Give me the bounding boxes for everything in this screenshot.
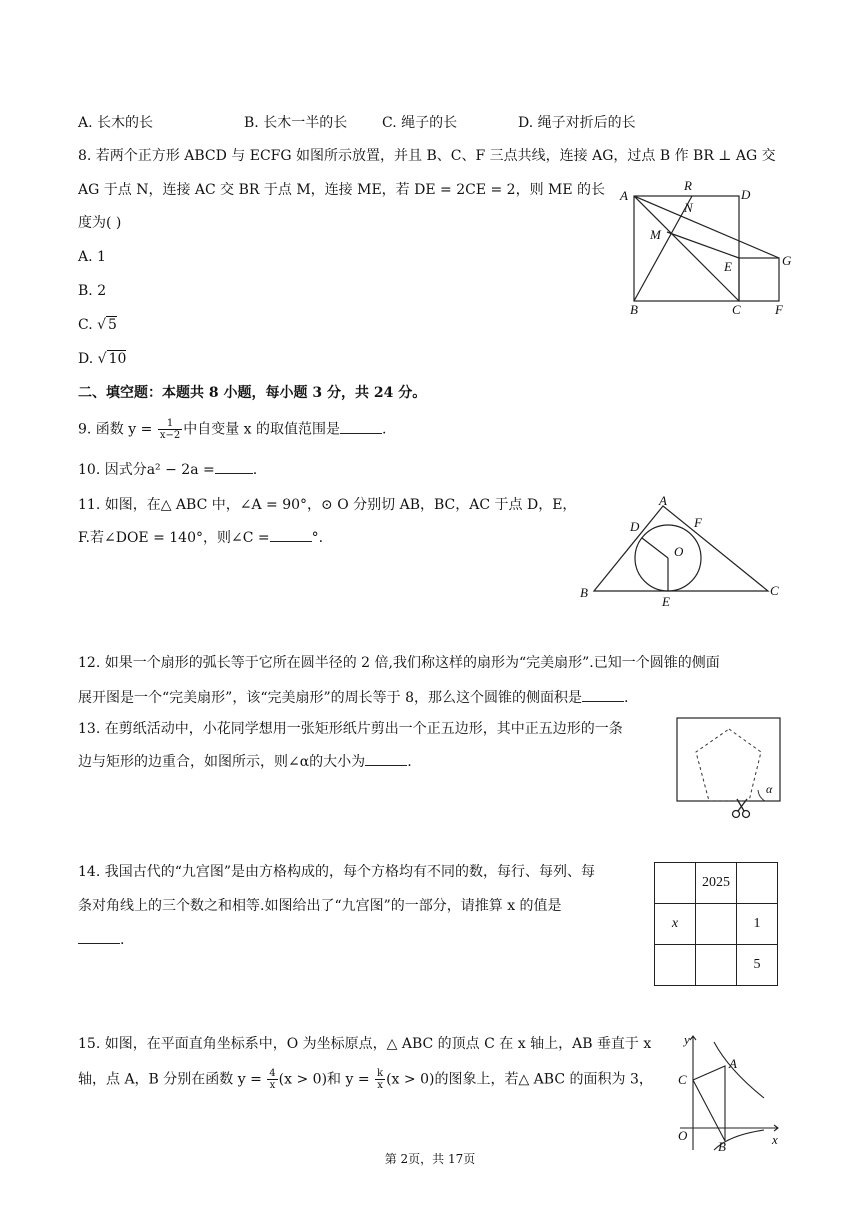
page-footer: 第 2页，共 17页: [384, 1152, 476, 1166]
label-e: E: [724, 259, 732, 274]
q8-option-c: C. √ 5: [78, 317, 117, 333]
q11-figure: [576, 494, 790, 606]
label-f: F: [694, 515, 702, 530]
label-d: D: [741, 187, 751, 202]
label-g: G: [782, 253, 792, 268]
label-d: D: [630, 519, 640, 534]
q8-stem-line1: 8. 若两个正方形 ABCD 与 ECFG 如图所示放置，并且 B、C、F 三点共线，连接 AG，过点 B 作 BR ⊥ AG 交: [78, 148, 776, 164]
label-o: O: [674, 544, 684, 559]
angle-alpha-arc: [758, 790, 765, 801]
label-e: E: [662, 594, 670, 606]
section-2-heading: 二、填空题：本题共 8 小题，每小题 3 分，共 24 分。: [78, 385, 427, 401]
q7-option-a: A. 长木的长: [78, 115, 154, 131]
q7-option-c: C. 绳子的长: [382, 115, 458, 131]
grid-cell: [696, 945, 737, 986]
q10-stem: 10. 因式分a² − 2a = .: [78, 462, 258, 478]
q15-stem-line1: 15. 如图，在平面直角坐标系中，O 为坐标原点，△ ABC 的顶点 C 在 x 轴上，AB 垂直于 x: [78, 1036, 652, 1052]
square-ecfg: [739, 258, 779, 301]
q12-stem-line1: 12. 如果一个扇形的弧长等于它所在圆半径的 2 倍,我们称这样的扇形为“完美扇形”.已知一个圆锥的侧面: [78, 655, 720, 671]
label-f: F: [775, 302, 783, 317]
q8-option-d: D. √ 10: [78, 351, 127, 367]
grid-cell: 2025: [696, 863, 737, 904]
q7-option-b: B. 长木一半的长: [244, 115, 348, 131]
grid-cell: [737, 863, 778, 904]
grid-cell: 1: [737, 904, 778, 945]
q13-stem-line2: 边与矩形的边重合，如图所示，则∠α的大小为 .: [78, 754, 412, 770]
label-o: O: [678, 1128, 688, 1143]
q11-stem-line1: 11. 如图，在△ ABC 中，∠A = 90°，⊙ O 分别切 AB，BC，AC 于点 D，E，: [78, 497, 577, 513]
label-m: M: [650, 227, 661, 242]
label-x: x: [772, 1132, 778, 1147]
q8-stem-line3: 度为( ): [78, 215, 122, 231]
q8-option-a: A. 1: [78, 249, 106, 265]
q8-stem-line2: AG 于点 N，连接 AC 交 BR 于点 M，连接 ME，若 DE = 2CE = 2，则 ME 的长: [78, 182, 606, 198]
nine-grid: [654, 862, 778, 986]
grid-cell: x: [655, 904, 696, 945]
q14-stem-line1: 14. 我国古代的“九宫图”是由方格构成的，每个方格均有不同的数，每行、每列、每: [78, 864, 596, 880]
q14-stem-line3: .: [78, 930, 124, 950]
label-b: B: [630, 302, 638, 317]
grid-cell: [655, 945, 696, 986]
label-r: R: [684, 178, 692, 193]
label-c: C: [732, 302, 741, 317]
label-a: A: [620, 188, 628, 203]
label-alpha: α: [766, 782, 773, 796]
q13-stem-line1: 13. 在剪纸活动中，小花同学想用一张矩形纸片剪出一个正五边形，其中正五边形的一条: [78, 721, 623, 737]
label-a: A: [659, 494, 667, 508]
label-y: y: [684, 1032, 690, 1047]
q15-stem-line2: 轴，点 A，B 分别在函数 y = $\frac{4}{x}$ (x > 0)和 y = $\frac{k}{x}$ (x > 0)的图象上，若△ ABC 的面积为 3，: [78, 1068, 653, 1091]
rectangle-paper: [677, 718, 780, 801]
grid-cell: [696, 904, 737, 945]
grid-cell: [655, 863, 696, 904]
grid-cell: 5: [737, 945, 778, 986]
q12-stem-line2: 展开图是一个“完美扇形”，该“完美扇形”的周长等于 8，那么这个圆锥的侧面积是 .: [78, 690, 629, 706]
q14-stem-line2: 条对角线上的三个数之和相等.如图给出了“九宫图”的一部分，请推算 x 的值是: [78, 898, 562, 914]
q13-figure: [676, 717, 782, 821]
q8-figure: [612, 174, 802, 320]
label-b: B: [718, 1139, 726, 1152]
q7-option-d: D. 绳子对折后的长: [518, 115, 636, 131]
q9-stem: 9. 函数 y = $\frac{1}{x-2}$ 中自变量 x 的取值范围是 .: [78, 418, 387, 441]
label-a: A: [729, 1056, 737, 1071]
q15-figure: [674, 1030, 786, 1152]
radius-od: [642, 538, 668, 558]
q11-stem-line2: F.若∠DOE = 140°，则∠C = °.: [78, 530, 324, 546]
q8-option-b: B. 2: [78, 283, 107, 299]
label-b: B: [580, 585, 588, 600]
label-n: N: [684, 200, 693, 215]
scissors-icon: [733, 799, 750, 818]
pentagon-dashed: [696, 729, 761, 801]
label-c: C: [770, 583, 779, 598]
label-c: C: [678, 1072, 687, 1087]
curve-y-4-over-x: [714, 1042, 764, 1098]
triangle-abc: [693, 1066, 725, 1141]
